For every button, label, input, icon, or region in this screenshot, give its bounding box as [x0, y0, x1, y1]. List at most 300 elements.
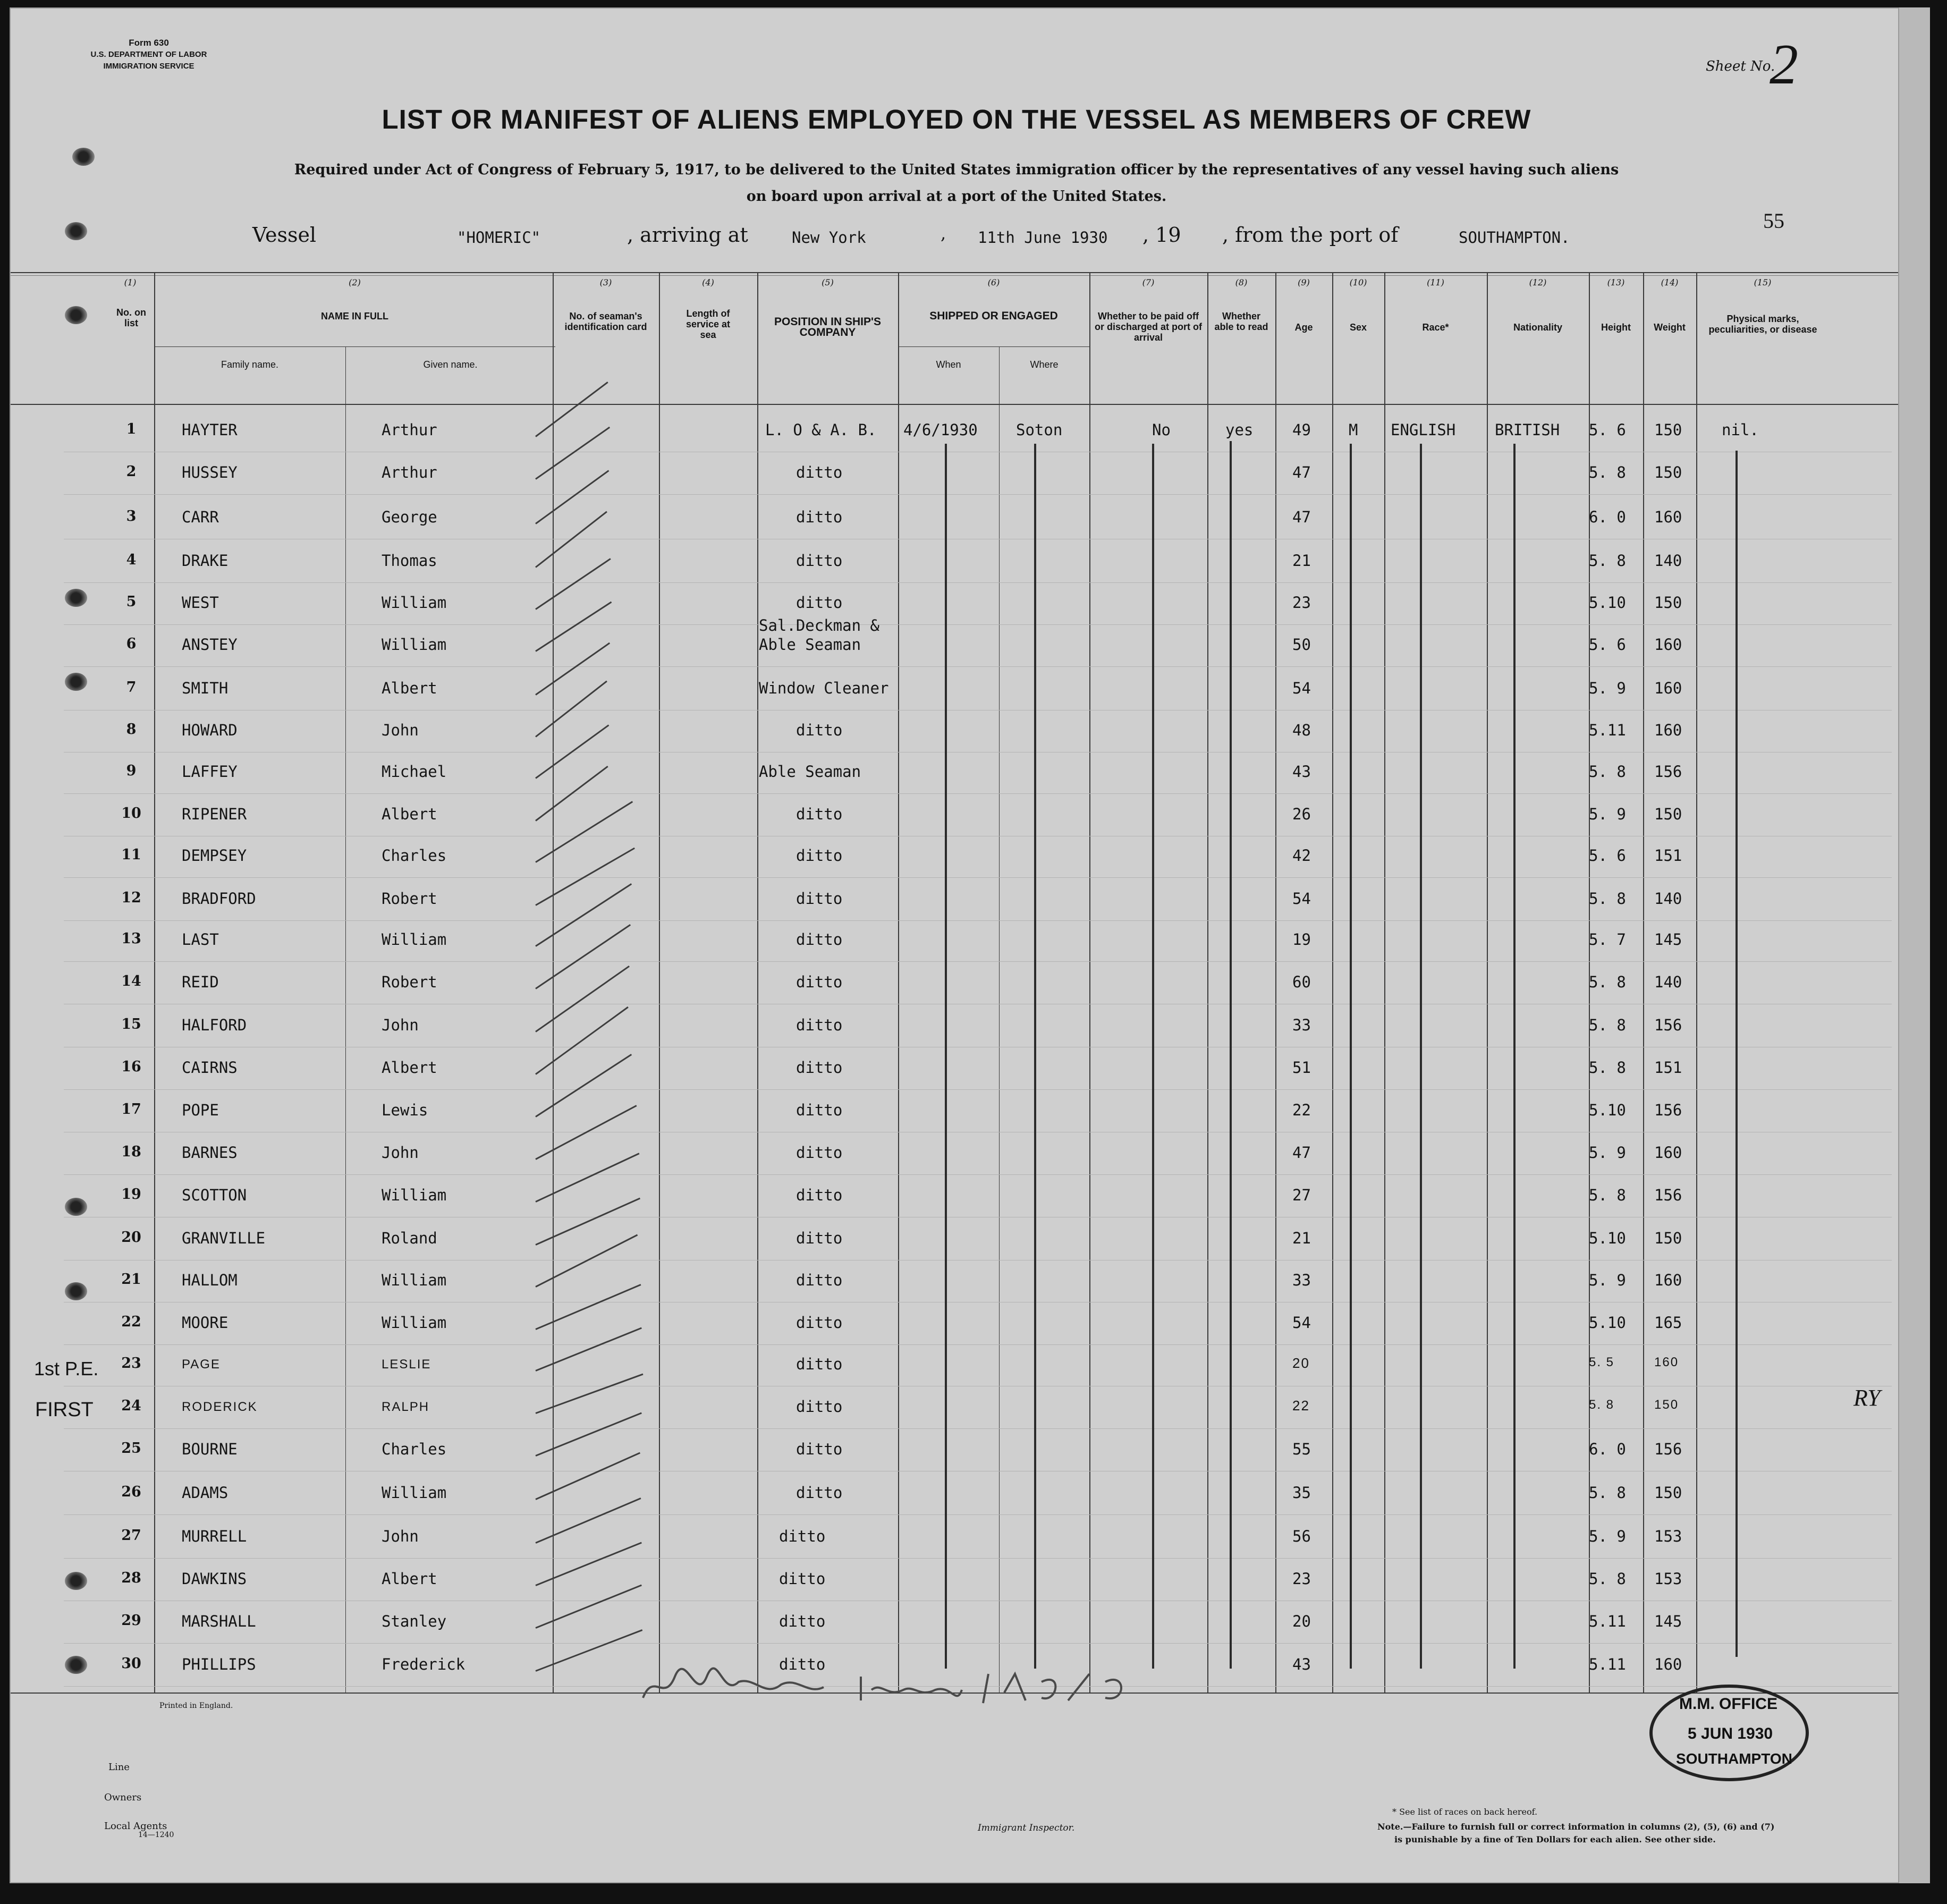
col-number: (3) [599, 277, 612, 287]
table-top-rule-2 [11, 275, 1898, 276]
family-name: RODERICK [182, 1400, 258, 1414]
col-number: (11) [1427, 277, 1444, 287]
punch-hole [65, 1198, 87, 1216]
sheet-label: Sheet No. [1706, 58, 1775, 74]
arriving-label: , arriving at [627, 223, 748, 247]
weight: 156 [1654, 1440, 1682, 1458]
row-rule [64, 494, 1892, 495]
family-name: CARR [182, 508, 219, 526]
given-name: William [382, 930, 447, 949]
col-number: (14) [1661, 277, 1679, 287]
shipped-when: 4/6/1930 [903, 421, 978, 439]
family-name: CAIRNS [182, 1059, 238, 1077]
inspector-signature [638, 1661, 1142, 1708]
height: 5. 9 [1589, 679, 1626, 697]
weight: 150 [1654, 594, 1682, 612]
height: 5. 6 [1589, 847, 1626, 865]
position: ditto [796, 1186, 843, 1204]
position: ditto [779, 1570, 826, 1588]
row-rule [64, 666, 1892, 667]
age: 56 [1292, 1527, 1311, 1545]
nationality: BRITISH [1495, 421, 1560, 439]
ditto-line [945, 444, 947, 1669]
height: 5. 6 [1589, 636, 1626, 654]
height: 5. 8 [1589, 1570, 1626, 1588]
margin-note-first: FIRST [35, 1399, 94, 1421]
weight: 160 [1654, 1271, 1682, 1289]
height: 5. 5 [1589, 1355, 1615, 1369]
name-split-rule [154, 346, 555, 347]
position: ditto [796, 508, 843, 526]
sheet-number: 2 [1770, 33, 1798, 96]
given-name: Charles [382, 1440, 447, 1458]
col-number: (15) [1754, 277, 1772, 287]
height: 5. 9 [1589, 1144, 1626, 1162]
position: ditto [796, 1016, 843, 1034]
family-name: PAGE [182, 1357, 221, 1372]
position: ditto [796, 890, 843, 908]
given-name: Arthur [382, 463, 437, 481]
col-header-given: Given name. [423, 359, 478, 370]
col-header-read: Whether able to read [1214, 311, 1268, 332]
col-number: (9) [1298, 277, 1310, 287]
weight: 150 [1654, 463, 1682, 481]
col-number: (12) [1529, 277, 1547, 287]
given-name: William [382, 1484, 447, 1502]
note-line-2: is punishable by a fine of Ten Dollars for each alien. See other side. [1394, 1834, 1716, 1844]
form-number: Form 630 [129, 38, 169, 48]
margin-initials: RY [1853, 1385, 1881, 1411]
age: 54 [1292, 890, 1311, 908]
position: ditto [779, 1527, 826, 1545]
family-name: PHILLIPS [182, 1655, 256, 1673]
age: 21 [1292, 552, 1311, 570]
col-header-race: Race* [1422, 322, 1449, 333]
row-number: 8 [126, 721, 137, 738]
given-name: Michael [382, 763, 447, 781]
col-rule [1643, 273, 1644, 1693]
height: 5. 8 [1589, 1016, 1626, 1034]
note-line-1: Note.—Failure to furnish full or correct information in columns (2), (5), (6) and (7) [1377, 1822, 1775, 1832]
height: 5. 8 [1589, 1398, 1615, 1412]
ditto-line [1230, 441, 1232, 1669]
position: Window Cleaner [759, 679, 889, 697]
age: 43 [1292, 1655, 1311, 1673]
position: ditto [796, 1314, 843, 1332]
age: 51 [1292, 1059, 1311, 1077]
height: 6. 0 [1589, 1440, 1626, 1458]
weight: 140 [1654, 890, 1682, 908]
weight: 140 [1654, 552, 1682, 570]
age: 42 [1292, 847, 1311, 865]
position: ditto [779, 1655, 826, 1673]
col-rule [999, 346, 1000, 1693]
given-name: William [382, 1271, 447, 1289]
col-number: (5) [822, 277, 834, 287]
position: ditto [796, 1101, 843, 1119]
position-first: L. O & A. B. [765, 421, 877, 439]
given-name: William [382, 1186, 447, 1204]
row-rule [64, 1344, 1892, 1345]
sex: M [1349, 421, 1358, 439]
col-rule [898, 273, 899, 1693]
position: Able Seaman [759, 636, 861, 654]
given-name: Roland [382, 1229, 437, 1247]
family-name: ANSTEY [182, 636, 238, 654]
punch-hole [72, 148, 95, 166]
family-name: HALLOM [182, 1271, 238, 1289]
age: 49 [1292, 421, 1311, 439]
height: 5. 8 [1589, 1186, 1626, 1204]
age: 33 [1292, 1016, 1311, 1034]
weight: 140 [1654, 973, 1682, 991]
weight: 145 [1654, 930, 1682, 949]
family-name: SCOTTON [182, 1186, 247, 1204]
family-name: BRADFORD [182, 890, 256, 908]
family-name: POPE [182, 1101, 219, 1119]
weight: 156 [1654, 1016, 1682, 1034]
given-name: Albert [382, 1059, 437, 1077]
col-rule [1696, 273, 1697, 1693]
family-name: SMITH [182, 679, 228, 697]
position-line-1: Sal.Deckman & [759, 616, 879, 634]
age: 50 [1292, 636, 1311, 654]
age: 27 [1292, 1186, 1311, 1204]
weight: 160 [1654, 1355, 1679, 1369]
row-number: 21 [121, 1271, 141, 1288]
position: ditto [796, 1059, 843, 1077]
row-number: 14 [121, 973, 141, 989]
row-number: 26 [121, 1484, 141, 1500]
given-name: Albert [382, 1570, 437, 1588]
height: 5. 8 [1589, 1059, 1626, 1077]
height: 5.11 [1589, 1655, 1626, 1673]
position: ditto [796, 1144, 843, 1162]
row-number: 7 [126, 679, 137, 696]
weight: 160 [1654, 636, 1682, 654]
height: 5.10 [1589, 1314, 1626, 1332]
row-number: 12 [121, 890, 141, 906]
col-rule [553, 273, 554, 1693]
given-name: Albert [382, 679, 437, 697]
stamp-top: M.M. OFFICE [1679, 1695, 1777, 1713]
col-header-sex: Sex [1349, 322, 1367, 333]
given-name: Charles [382, 847, 447, 865]
family-name: DRAKE [182, 552, 228, 570]
row-rule [64, 1089, 1892, 1090]
family-name: MARSHALL [182, 1612, 256, 1630]
row-rule [64, 920, 1892, 921]
weight: 156 [1654, 763, 1682, 781]
family-name: RIPENER [182, 805, 247, 823]
weight: 160 [1654, 679, 1682, 697]
family-name: LAFFEY [182, 763, 238, 781]
height: 5. 8 [1589, 763, 1626, 781]
given-name: Frederick [382, 1655, 465, 1673]
position: ditto [796, 1440, 843, 1458]
arrival-port: New York [792, 229, 866, 247]
row-number: 19 [121, 1186, 141, 1203]
col-rule [757, 273, 758, 1693]
vessel-label: Vessel [252, 223, 317, 247]
ditto-line [1350, 444, 1352, 1669]
row-number: 27 [121, 1527, 141, 1544]
form-header [53, 37, 244, 72]
col-header-age: Age [1294, 322, 1313, 333]
age: 26 [1292, 805, 1311, 823]
table-top-rule [11, 272, 1898, 273]
row-number: 13 [121, 930, 141, 947]
given-name: John [382, 1016, 419, 1034]
margin-note-first-pe: 1st P.E. [34, 1358, 99, 1380]
subtitle-line-1: Required under Act of Congress of February 5, 1917, to be delivered to the United States immigration officer by the representatives of any vessel having such aliens [294, 162, 1619, 178]
weight: 156 [1654, 1186, 1682, 1204]
punch-hole [65, 306, 87, 324]
age: 54 [1292, 1314, 1311, 1332]
races-note: * See list of races on back hereof. [1392, 1807, 1538, 1817]
row-rule [64, 1514, 1892, 1515]
col-rule [1384, 273, 1385, 1693]
ditto-line [1513, 444, 1516, 1669]
position: ditto [796, 1271, 843, 1289]
weight: 145 [1654, 1612, 1682, 1630]
family-name: HUSSEY [182, 463, 238, 481]
col-rule [154, 273, 155, 1693]
family-name: DEMPSEY [182, 847, 247, 865]
age: 47 [1292, 1144, 1311, 1162]
header-bottom-rule [11, 404, 1898, 405]
position: ditto [796, 973, 843, 991]
col-header-weight: Weight [1654, 322, 1686, 333]
physical-marks: nil. [1722, 421, 1759, 439]
subtitle [223, 157, 1690, 210]
ditto-line [1420, 444, 1422, 1669]
family-name: BARNES [182, 1144, 238, 1162]
weight: 160 [1654, 1655, 1682, 1673]
row-number: 22 [121, 1314, 141, 1330]
age: 21 [1292, 1229, 1311, 1247]
weight: 153 [1654, 1570, 1682, 1588]
age: 23 [1292, 594, 1311, 612]
service: IMMIGRATION SERVICE [103, 62, 194, 71]
given-name: Thomas [382, 552, 437, 570]
family-name: MOORE [182, 1314, 228, 1332]
row-number: 23 [121, 1355, 141, 1372]
printed-in: Printed in England. [159, 1702, 233, 1710]
stamp-bottom: SOUTHAMPTON [1676, 1750, 1792, 1767]
page-edge [1899, 7, 1930, 1883]
col-rule [1275, 273, 1276, 1693]
punch-hole [65, 222, 87, 240]
family-name: GRANVILLE [182, 1229, 266, 1247]
position: ditto [796, 463, 843, 481]
weight: 160 [1654, 508, 1682, 526]
row-number: 4 [126, 552, 137, 568]
paid-off: No [1152, 421, 1171, 439]
given-name: RALPH [382, 1400, 430, 1414]
col-header-service: Length of service at sea [685, 308, 731, 340]
weight: 151 [1654, 1059, 1682, 1077]
row-number: 18 [121, 1144, 141, 1160]
given-name: William [382, 636, 447, 654]
race: ENGLISH [1391, 421, 1456, 439]
row-number: 17 [121, 1101, 141, 1118]
ditto-line [1034, 444, 1036, 1669]
row-number: 25 [121, 1440, 141, 1457]
age: 54 [1292, 679, 1311, 697]
height: 5. 7 [1589, 930, 1626, 949]
col-number: (8) [1235, 277, 1248, 287]
family-name: MURRELL [182, 1527, 247, 1545]
age: 55 [1292, 1440, 1311, 1458]
row-number: 11 [121, 847, 141, 863]
row-number: 24 [121, 1398, 141, 1414]
family-name: HALFORD [182, 1016, 247, 1034]
height: 5. 6 [1589, 421, 1626, 439]
position: ditto [796, 1355, 843, 1373]
age: 43 [1292, 763, 1311, 781]
given-name: George [382, 508, 437, 526]
col-number: (7) [1142, 277, 1155, 287]
age: 22 [1292, 1398, 1310, 1414]
age: 33 [1292, 1271, 1311, 1289]
age: 48 [1292, 721, 1311, 739]
col-header-when: When [936, 359, 961, 370]
comma: , [941, 223, 946, 243]
position: ditto [796, 847, 843, 865]
punch-hole [65, 1282, 87, 1300]
age: 35 [1292, 1484, 1311, 1502]
page-number: 55 [1763, 209, 1784, 233]
age: 47 [1292, 463, 1311, 481]
shipped-where: Soton [1016, 421, 1063, 439]
col-number: (6) [987, 277, 1000, 287]
row-number: 5 [126, 594, 137, 610]
family-name: REID [182, 973, 219, 991]
weight: 150 [1654, 421, 1682, 439]
age: 23 [1292, 1570, 1311, 1588]
vessel-name: "HOMERIC" [457, 229, 541, 247]
family-name: HOWARD [182, 721, 238, 739]
given-name: Stanley [382, 1612, 447, 1630]
family-name: DAWKINS [182, 1570, 247, 1588]
given-name: William [382, 1314, 447, 1332]
given-name: John [382, 1527, 419, 1545]
punch-hole [65, 1572, 87, 1590]
subtitle-line-2: on board upon arrival at a port of the United States. [746, 188, 1167, 205]
col-header-where: Where [1030, 359, 1059, 370]
row-rule [64, 877, 1892, 878]
row-number: 3 [126, 508, 137, 524]
ditto-line [1152, 444, 1154, 1669]
row-number: 2 [126, 463, 137, 480]
row-rule [64, 793, 1892, 794]
weight: 150 [1654, 1484, 1682, 1502]
page-title: LIST OR MANIFEST OF ALIENS EMPLOYED ON THE VESSEL AS MEMBERS OF CREW [382, 104, 1531, 134]
given-name: Robert [382, 890, 437, 908]
shipped-split-rule [898, 346, 1089, 347]
row-rule [64, 582, 1892, 583]
given-name: Albert [382, 805, 437, 823]
col-header-shipped: SHIPPED OR ENGAGED [929, 310, 1058, 322]
col-header-marks: Physical marks, peculiarities, or disease [1708, 314, 1817, 335]
row-rule [64, 1643, 1892, 1644]
position: ditto [796, 930, 843, 949]
punch-hole [65, 589, 87, 607]
footer-line: Line [108, 1762, 130, 1773]
row-number: 28 [121, 1570, 141, 1586]
row-number: 1 [126, 421, 137, 437]
col-number: (13) [1607, 277, 1625, 287]
height: 5. 8 [1589, 552, 1626, 570]
age: 19 [1292, 930, 1311, 949]
age: 20 [1292, 1355, 1310, 1371]
position: Able Seaman [759, 763, 861, 781]
family-name: WEST [182, 594, 219, 612]
row-rule [64, 1174, 1892, 1175]
weight: 151 [1654, 847, 1682, 865]
row-rule [64, 961, 1892, 962]
signature-stroke [638, 1661, 1142, 1708]
weight: 150 [1654, 1229, 1682, 1247]
year-label: , 19 [1142, 223, 1181, 247]
family-name: BOURNE [182, 1440, 238, 1458]
able-to-read: yes [1225, 421, 1254, 439]
position: ditto [796, 721, 843, 739]
ditto-line [1736, 451, 1738, 1657]
col-number: (4) [702, 277, 714, 287]
given-name: LESLIE [382, 1357, 431, 1372]
col-header-nationality: Nationality [1513, 322, 1562, 333]
col-number: (1) [124, 277, 137, 287]
bleed-through-text [1116, 927, 1121, 943]
position: ditto [796, 552, 843, 570]
family-name: HAYTER [182, 421, 238, 439]
col-rule [345, 346, 346, 1693]
weight: 150 [1654, 1398, 1679, 1412]
footer-agents: Local Agents [104, 1821, 167, 1832]
col-rule [1089, 273, 1090, 1693]
given-name: Arthur [382, 421, 437, 439]
row-rule [64, 1558, 1892, 1559]
arrival-date: 11th June 1930 [978, 229, 1108, 247]
footer-owners: Owners [104, 1792, 142, 1803]
punch-hole [65, 673, 87, 691]
given-name: John [382, 721, 419, 739]
weight: 165 [1654, 1314, 1682, 1332]
row-rule [64, 624, 1892, 625]
height: 5.10 [1589, 1101, 1626, 1119]
weight: 156 [1654, 1101, 1682, 1119]
given-name: Robert [382, 973, 437, 991]
punch-hole [65, 1656, 87, 1674]
row-number: 30 [121, 1655, 141, 1672]
height: 5. 9 [1589, 1271, 1626, 1289]
col-header-height: Height [1601, 322, 1631, 333]
row-number: 20 [121, 1229, 141, 1246]
age: 60 [1292, 973, 1311, 991]
age: 47 [1292, 508, 1311, 526]
family-name: LAST [182, 930, 219, 949]
age: 20 [1292, 1612, 1311, 1630]
height: 5.11 [1589, 1612, 1626, 1630]
col-header-paid: Whether to be paid off or discharged at port of arrival [1094, 311, 1203, 343]
position: ditto [796, 1229, 843, 1247]
position: ditto [796, 594, 843, 612]
height: 6. 0 [1589, 508, 1626, 526]
height: 5. 8 [1589, 973, 1626, 991]
height: 5.11 [1589, 721, 1626, 739]
